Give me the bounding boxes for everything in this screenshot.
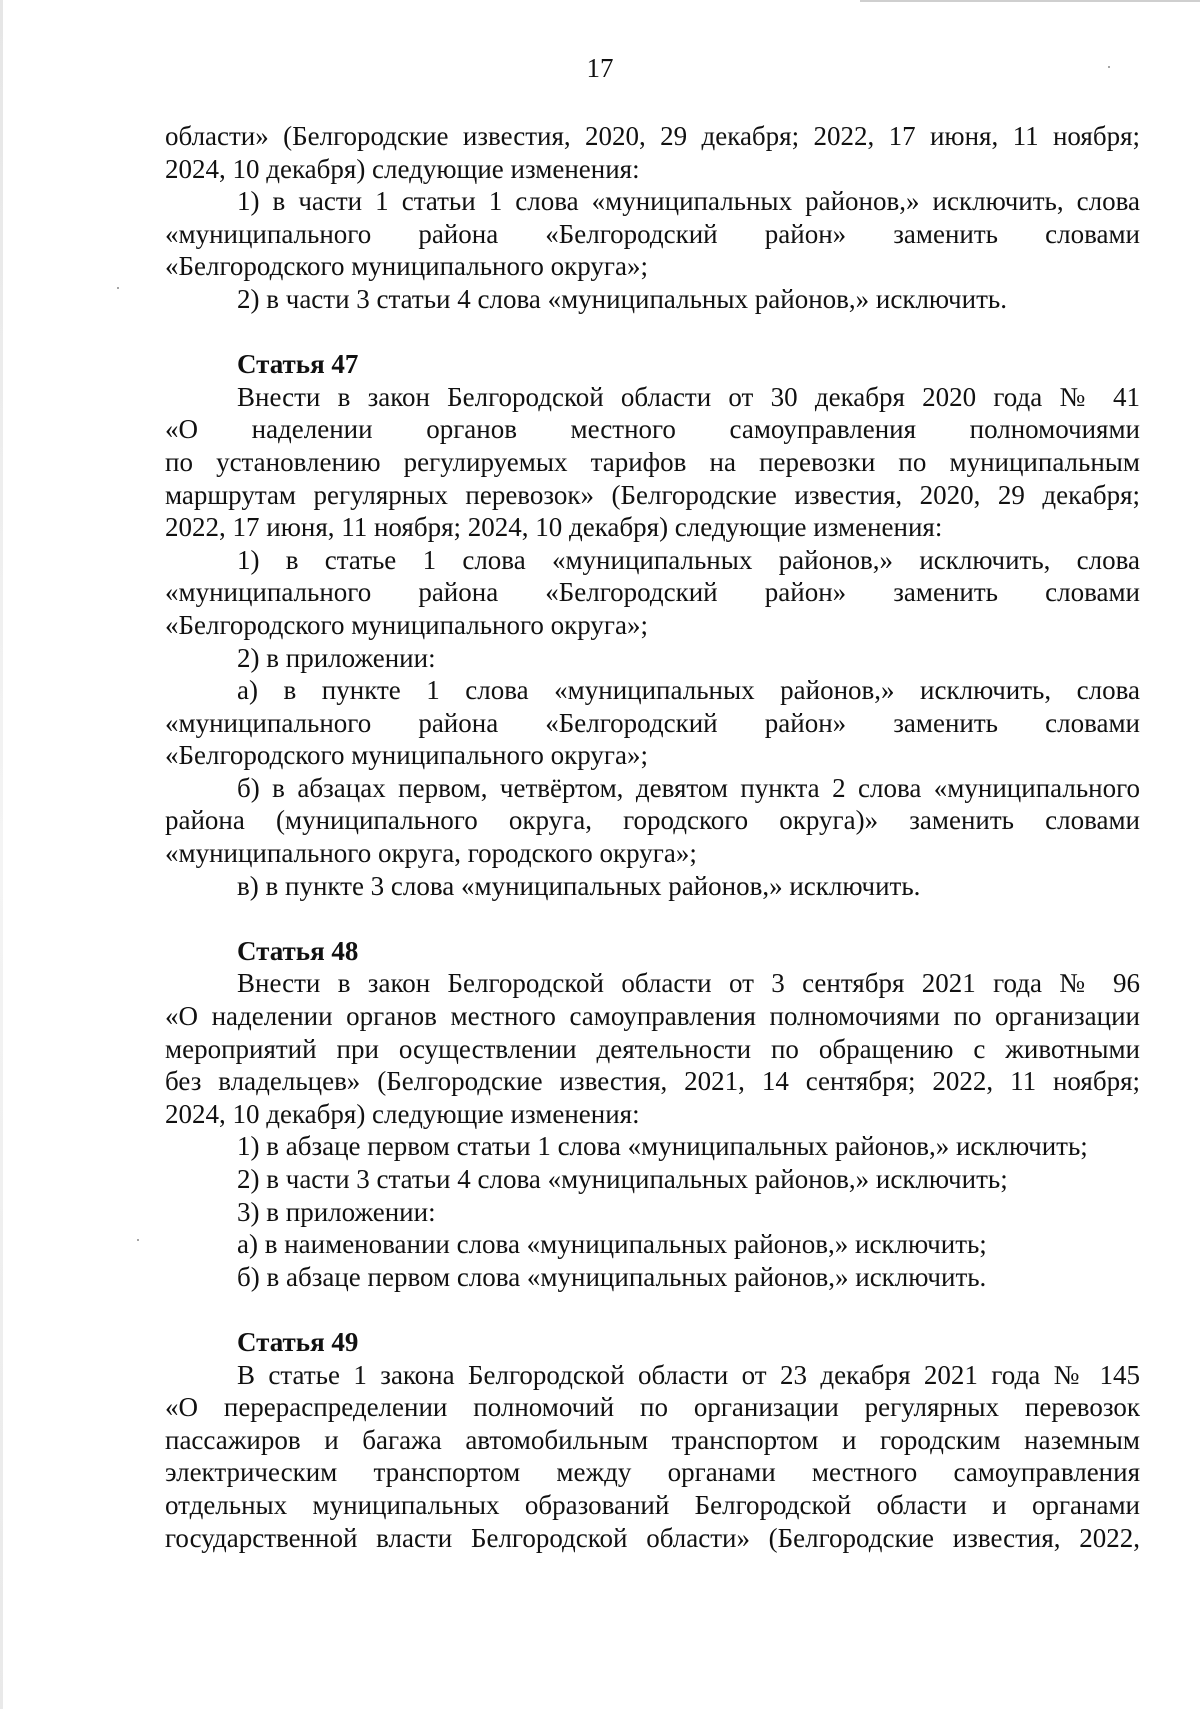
text-line: пассажиров и багажа автомобильным транспортом и городским наземным [165,1424,1140,1455]
list-item [165,870,1140,903]
list-item [165,674,1140,772]
text-line: по установлению регулируемых тарифов на перевозки по муниципальным [165,446,1140,477]
list-item [165,185,1140,283]
text-line: «Белгородского муниципального округа»; [165,251,648,282]
list-item [165,1228,1140,1261]
list-item [165,544,1140,642]
page-number: 17 [586,53,614,83]
list-item [165,772,1140,870]
text-line: «муниципального района «Белгородский район» заменить словами [165,218,1140,249]
text-line: 1) в абзаце первом статьи 1 слова «муниципальных районов,» исключить; [237,1131,1088,1162]
article-lead-paragraph [165,381,1140,544]
article-heading: Статья 49 [237,1326,359,1357]
list-item [165,1163,1140,1196]
text-line: 2) в части 3 статьи 4 слова «муниципальных районов,» исключить; [237,1164,1008,1194]
text-line: государственной власти Белгородской области» (Белгородские известия, 2022, [165,1522,1140,1553]
text-line: 2) в приложении: [237,642,436,673]
text-line: «Белгородского муниципального округа»; [165,609,648,640]
text-line: маршрутам регулярных перевозок» (Белгородские известия, 2020, 29 декабря; [165,479,1140,510]
list-item [165,1261,1140,1294]
list-item [165,642,1140,675]
text-line: области» (Белгородские известия, 2020, 29 декабря; 2022, 17 июня, 11 ноября; [165,121,1140,151]
document-body [165,120,1140,1554]
text-line: «О наделении органов местного самоуправления полномочиями [165,414,1140,445]
list-item [165,1196,1140,1229]
text-line: 2022, 17 июня, 11 ноября; 2024, 10 декабря) следующие изменения: [165,512,943,543]
text-line: электрическим транспортом между органами местного самоуправления [165,1457,1140,1488]
text-line: без владельцев» (Белгородские известия, 2021, 14 сентября; 2022, 11 ноября; [165,1066,1140,1097]
scan-speck [137,1239,139,1241]
text-line: б) в абзацах первом, четвёртом, девятом пункта 2 слова «муниципального [237,772,1140,803]
scan-top-edge [860,0,1200,2]
article-heading: Статья 48 [237,935,359,966]
intro-section [165,120,1140,316]
text-line: мероприятий при осуществлении деятельности по обращению с животными [165,1033,1140,1064]
text-line: а) в наименовании слова «муниципальных районов,» исключить; [237,1229,987,1260]
text-line: «муниципального округа, городского округа»; [165,838,697,869]
text-line: 1) в части 1 статьи 1 слова «муниципальных районов,» исключить, слова [237,186,1140,217]
list-item [165,1130,1140,1163]
text-line: района (муниципального округа, городского округа)» заменить словами [165,805,1140,836]
text-line: В статье 1 закона Белгородской области от 23 декабря 2021 года № 145 [237,1359,1140,1390]
text-line: Внести в закон Белгородской области от 30 декабря 2020 года № 41 [237,381,1140,412]
text-line: 3) в приложении: [237,1196,436,1227]
text-line: в) в пункте 3 слова «муниципальных районов,» исключить. [237,870,921,901]
text-line: «муниципального района «Белгородский район» заменить словами [165,577,1140,608]
text-line: 2024, 10 декабря) следующие изменения: [165,153,640,184]
intro-paragraph [165,120,1140,185]
article-48 [165,935,1140,1294]
article-lead-paragraph [165,1359,1140,1555]
scan-left-edge [0,0,3,1709]
text-line: 2024, 10 декабря) следующие изменения: [165,1098,640,1129]
text-line: а) в пункте 1 слова «муниципальных районов,» исключить, слова [237,675,1140,706]
text-line: «О наделении органов местного самоуправления полномочиями по организации [165,1001,1140,1032]
text-line: 2) в части 3 статьи 4 слова «муниципальных районов,» исключить. [237,283,1007,314]
text-line: б) в абзаце первом слова «муниципальных районов,» исключить. [237,1261,987,1292]
scan-speck [117,287,119,289]
text-line: отдельных муниципальных образований Белгородской области и органами [165,1489,1140,1520]
article-lead-paragraph [165,967,1140,1130]
text-line: «Белгородского муниципального округа»; [165,740,648,771]
list-item [165,283,1140,316]
text-line: Внести в закон Белгородской области от 3 сентября 2021 года № 96 [237,968,1140,999]
article-49 [165,1326,1140,1554]
article-heading: Статья 47 [237,349,359,380]
text-line: «О перераспределении полномочий по организации регулярных перевозок [165,1392,1140,1423]
text-line: 1) в статье 1 слова «муниципальных районов,» исключить, слова [237,544,1140,575]
article-47 [165,348,1140,902]
text-line: «муниципального района «Белгородский район» заменить словами [165,707,1140,738]
